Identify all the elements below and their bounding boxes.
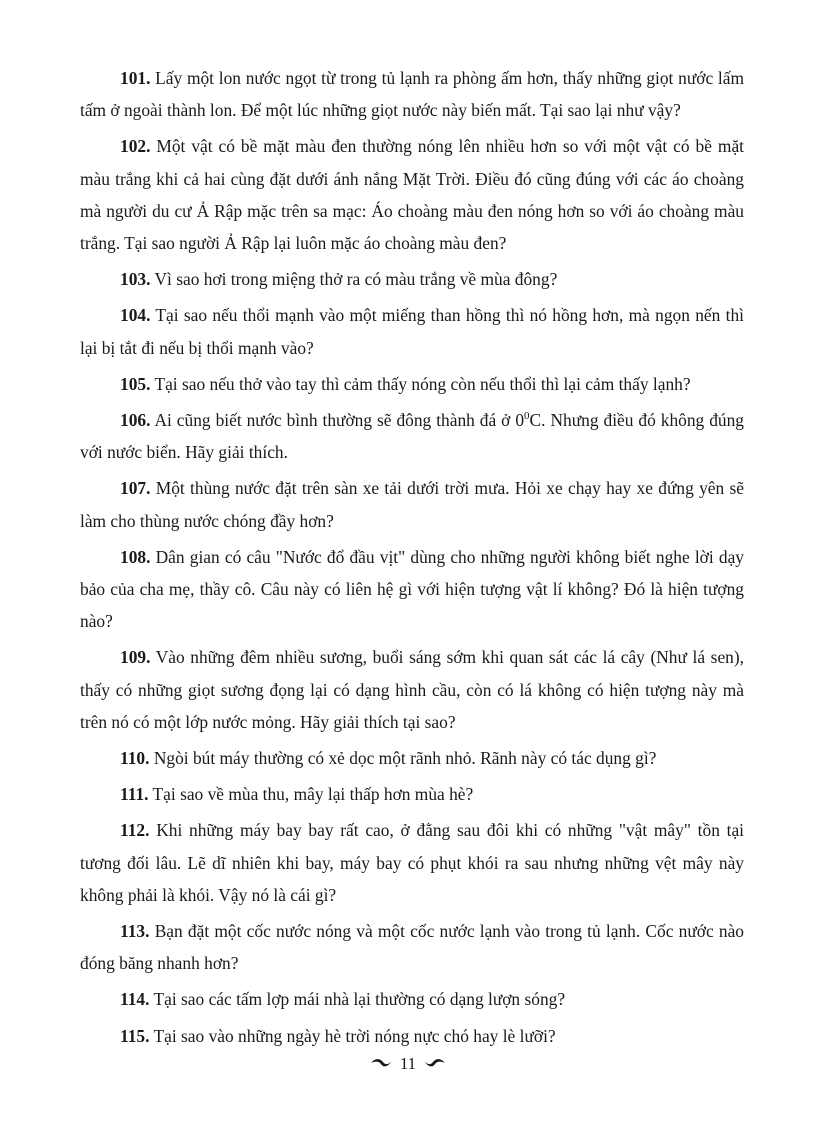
question-101 <box>80 62 744 126</box>
page-number: 11 <box>399 1054 417 1073</box>
question-number: 105. <box>120 373 151 394</box>
question-number: 115. <box>120 1025 150 1046</box>
degree-superscript: 0 <box>524 410 530 423</box>
question-108 <box>80 541 744 638</box>
question-text: Tại sao vào những ngày hè trời nóng nực chó hay lè lưỡi? <box>149 1025 556 1046</box>
page-footer <box>0 1054 816 1074</box>
question-text: Vì sao hơi trong miệng thở ra có màu trắng về mùa đông? <box>150 269 558 290</box>
question-text: Tại sao về mùa thu, mây lại thấp hơn mùa hè? <box>148 784 474 805</box>
question-text-before: Ai cũng biết nước bình thường sẽ đông thành đá ở 0 <box>150 410 525 431</box>
question-number: 106. <box>120 410 151 431</box>
question-number: 103. <box>120 269 151 290</box>
question-103 <box>80 263 744 295</box>
question-text: Tại sao nếu thở vào tay thì cảm thấy nóng còn nếu thổi thì lại cảm thấy lạnh? <box>150 373 691 394</box>
question-number: 107. <box>120 478 151 499</box>
question-114 <box>80 983 744 1015</box>
question-number: 101. <box>120 68 151 88</box>
question-text: Một thùng nước đặt trên sàn xe tải dưới trời mưa. Hỏi xe chạy hay xe đứng yên sẽ làm cho thùng nước chóng đầy hơn? <box>80 478 744 531</box>
question-text: Bạn đặt một cốc nước nóng và một cốc nước lạnh vào trong tủ lạnh. Cốc nước nào đóng băng nhanh hơn? <box>80 921 744 974</box>
question-number: 108. <box>120 546 151 567</box>
document-page <box>80 62 744 1056</box>
question-number: 109. <box>120 647 151 668</box>
question-102 <box>80 130 744 259</box>
leaf-ornament-right-icon <box>424 1057 446 1074</box>
question-text: Ngòi bút máy thường có xẻ dọc một rãnh nhỏ. Rãnh này có tác dụng gì? <box>149 748 657 769</box>
question-text: Tại sao nếu thổi mạnh vào một miếng than hồng thì nó hồng hơn, mà ngọn nến thì lại bị tắt đi nếu bị thổi mạnh vào? <box>80 305 744 358</box>
question-number: 111. <box>120 784 149 805</box>
question-number: 114. <box>120 989 150 1010</box>
question-113 <box>80 915 744 979</box>
question-111 <box>80 778 744 810</box>
question-text: Dân gian có câu "Nước đổ đầu vịt" dùng cho những người không biết nghe lời dạy bảo của cha mẹ, thầy cô. Câu này có liên hệ gì với hiện tượng vật lí không? Đó là hiện tượng nào? <box>80 546 744 632</box>
question-number: 113. <box>120 921 150 942</box>
question-106 <box>80 404 744 468</box>
question-number: 104. <box>120 305 151 326</box>
question-text-after: C. Nhưng điều đó không đúng với nước biển. Hãy giải thích. <box>80 410 744 463</box>
question-text: Lấy một lon nước ngọt từ trong tủ lạnh ra phòng ấm hơn, thấy những giọt nước lấm tấm ở ngoài thành lon. Để một lúc những giọt nước này biến mất. Tại sao lại như vậy? <box>80 68 744 121</box>
question-110 <box>80 742 744 774</box>
question-109 <box>80 641 744 738</box>
question-text: Một vật có bề mặt màu đen thường nóng lên nhiều hơn so với một vật có bề mặt màu trắng khi cả hai cùng đặt dưới ánh nắng Mặt Trời. Điều đó cũng đúng với các áo choàng mà người du cư Ả Rập mặc trên sa mạc: Áo choàng màu đen nóng hơn so với áo choàng màu trắng. Tại sao người Ả Rập lại luôn mặc áo choàng màu đen? <box>80 136 744 254</box>
question-number: 102. <box>120 136 151 157</box>
question-number: 112. <box>120 820 150 841</box>
question-115 <box>80 1020 744 1052</box>
question-number: 110. <box>120 748 150 769</box>
question-text: Khi những máy bay bay rất cao, ở đằng sau đôi khi có những "vật mây" tồn tại tương đối lâu. Lẽ dĩ nhiên khi bay, máy bay có phụt khói ra sau nhưng những vệt mây này không phải là khói. Vậy nó là cái gì? <box>80 820 744 905</box>
question-text: Tại sao các tấm lợp mái nhà lại thường có dạng lượn sóng? <box>149 989 566 1010</box>
question-112 <box>80 814 744 911</box>
leaf-ornament-left-icon <box>370 1057 392 1074</box>
question-107 <box>80 472 744 536</box>
question-text: Vào những đêm nhiều sương, buổi sáng sớm khi quan sát các lá cây (Như lá sen), thấy có những giọt sương đọng lại có dạng hình cầu, còn có lá không có hiện tượng này mà trên nó có một lớp nước mỏng. Hãy giải thích tại sao? <box>80 647 744 732</box>
question-105 <box>80 368 744 400</box>
question-104 <box>80 299 744 363</box>
